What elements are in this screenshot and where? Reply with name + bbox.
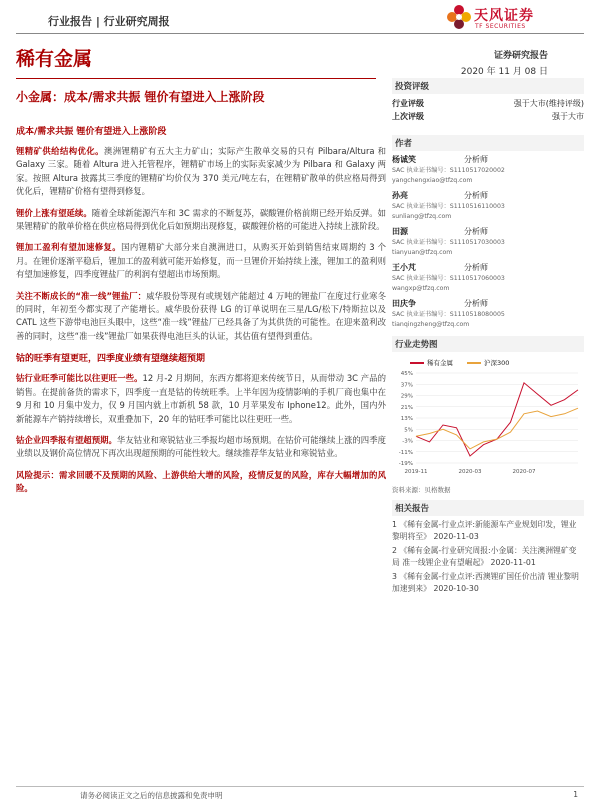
author-line bbox=[392, 298, 584, 310]
author-name: 田源 bbox=[392, 227, 408, 236]
author-role: 分析师 bbox=[464, 299, 488, 308]
rating-key: 行业评级 bbox=[392, 99, 424, 108]
title-divider bbox=[16, 78, 376, 79]
y-tick-label: 21% bbox=[400, 404, 413, 411]
paragraph bbox=[16, 145, 386, 199]
author-email: wangxp@tfzq.com bbox=[392, 285, 450, 292]
logo-sub: TF SECURITIES bbox=[475, 23, 526, 30]
breadcrumb: 行业报告 | 行业研究周报 bbox=[48, 15, 170, 28]
author-entry bbox=[392, 262, 584, 294]
rating-value: 强于大市 bbox=[552, 112, 584, 121]
related-report: 2 《稀有金属-行业研究周报:小金属：关注澳洲锂矿变局 准一线锂企业有望崛起》 2020-11-01 bbox=[392, 546, 577, 567]
rating-key: 上次评级 bbox=[392, 112, 424, 121]
legend-swatch bbox=[467, 362, 481, 364]
legend-item bbox=[467, 358, 509, 367]
author-role: 分析师 bbox=[464, 155, 488, 164]
author-cert: SAC 执业证书编号：S1110517020002 bbox=[392, 167, 505, 174]
author-line bbox=[392, 154, 584, 166]
paragraph bbox=[16, 434, 386, 461]
paragraph bbox=[16, 469, 386, 496]
author-entry bbox=[392, 298, 584, 330]
report-date: 2020 年 11 月 08 日 bbox=[460, 67, 548, 77]
rating-band: 投资评级 bbox=[392, 78, 584, 94]
author-cert: SAC 执业证书编号：S1110517060003 bbox=[392, 275, 505, 282]
author-line bbox=[392, 226, 584, 238]
chart-source: 资料来源：贝格数据 bbox=[392, 486, 451, 494]
series-line bbox=[416, 383, 578, 456]
report-title: 小金属：成本/需求共振 锂价有望进入上涨阶段 bbox=[16, 90, 265, 104]
paragraph-lead: 锂价上涨有望延续。 bbox=[16, 207, 92, 218]
author-email: tianqingzheng@tfzq.com bbox=[392, 321, 470, 328]
paragraph-lead: 锂加工盈利有望加速修复。 bbox=[16, 242, 122, 253]
page-header bbox=[0, 0, 600, 40]
rating-value: 强于大市(维持评级) bbox=[513, 99, 584, 108]
author-cert: SAC 执业证书编号：S1110517030003 bbox=[392, 239, 505, 246]
author-role: 分析师 bbox=[464, 227, 488, 236]
author-line bbox=[392, 262, 584, 274]
paragraph-text: 华友钴业和寒锐钴业三季报均超市场预期。在钴价可能继续上涨的四季度业绩以及钢价高位情况下再次出现超预期的可能性较大。继续推荐华友钴业和寒锐钴业。 bbox=[16, 434, 387, 459]
page-footer bbox=[16, 786, 584, 800]
trend-chart bbox=[392, 358, 584, 494]
author-entry bbox=[392, 226, 584, 258]
trend-chart-svg bbox=[392, 369, 584, 479]
logo-name: 天风证券 bbox=[474, 8, 534, 24]
author-role: 分析师 bbox=[464, 263, 488, 272]
legend-swatch bbox=[410, 362, 424, 364]
page-number: 1 bbox=[573, 790, 578, 799]
author-entry bbox=[392, 190, 584, 222]
author-band: 作者 bbox=[392, 135, 584, 151]
author-name: 杨诚笑 bbox=[392, 155, 416, 164]
sector-title: 稀有金属 bbox=[16, 48, 93, 70]
y-tick-label: 13% bbox=[400, 416, 413, 422]
chart-legend bbox=[392, 358, 584, 367]
x-tick-label: 2020-07 bbox=[512, 469, 536, 475]
author-cert: SAC 执业证书编号：S1110516110003 bbox=[392, 203, 505, 210]
paragraph-text: 国内锂精矿大部分来自澳洲进口，从购买开始到销售结束周期约 3 个月。在锂价逐渐平稳后，锂加工的盈利就可能开始修复，而一旦锂价开始持续上涨，锂加工的盈利则有望加速修复，四季度锂盐厂的利润有望超出市场预期。 bbox=[16, 242, 386, 280]
rating-row bbox=[392, 97, 584, 110]
related-band: 相关报告 bbox=[392, 500, 584, 516]
author-name: 王小芃 bbox=[392, 263, 416, 272]
summary-heading: 成本/需求共振 锂价有望进入上涨阶段 bbox=[16, 127, 167, 137]
legend-label: 稀有金属 bbox=[427, 359, 453, 367]
paragraph-text: 12 月-2 月期间，东西方都将迎来传统节日，从而带动 3C 产品的销售。在提前备货的需求下，四季度一直是钴的传统旺季。上半年因为疫情影响的手机厂商也集中在 9 月和 10 月集中发力，仅 9 月国内就上市新机 58 款，10 月苹果发布 Iphone12。此外，国内外新能源车产销持续增长，双重叠加下，20 年的钴旺季可能比以往更旺一些。 bbox=[16, 373, 386, 424]
related-report: 3 《稀有金属-行业点评:西澳锂矿国任价出清 锂业黎明加速到来》 2020-10-30 bbox=[392, 572, 579, 593]
author-name: 田庆争 bbox=[392, 299, 416, 308]
legend-label: 沪深300 bbox=[484, 359, 510, 367]
chart-band: 行业走势图 bbox=[392, 336, 584, 352]
y-tick-label: -19% bbox=[398, 461, 413, 467]
related-report: 1 《稀有金属-行业点评:新能源车产业规划印发，锂业黎明将至》 2020-11-03 bbox=[392, 520, 577, 541]
paragraph-lead: 钴行业旺季可能比以往更旺一些。 bbox=[16, 373, 143, 384]
legend-item bbox=[410, 358, 453, 367]
report-type: 证券研究报告 bbox=[493, 51, 548, 61]
y-tick-label: -3% bbox=[402, 438, 413, 445]
paragraph-lead: 风险提示：需求回暖不及预期的风险、上游供给大增的风险，疫情反复的风险，库存大幅增加的风险。 bbox=[16, 469, 386, 494]
header-rule bbox=[16, 33, 584, 34]
paragraph-text: 澳洲锂精矿有五大主力矿山；实际产生散单交易的只有 Pilbara/Altura 和 Galaxy 三家。随着 Altura 进入托管程序，锂精矿市场上的实际卖家减少为 Pilbara 和 Galaxy 两家。按照 Altura 披露其三季度的锂精矿均价仅为 370 美元/吨左右，在锂精矿散单的供应格局得到优化后，锂精矿价格有望得到修复。 bbox=[16, 146, 386, 197]
paragraph bbox=[16, 241, 386, 281]
y-tick-label: -11% bbox=[398, 449, 413, 456]
x-tick-label: 2020-03 bbox=[458, 469, 482, 475]
paragraph bbox=[16, 207, 386, 234]
y-tick-label: 29% bbox=[400, 393, 413, 400]
disclaimer: 请务必阅读正文之后的信息披露和免责申明 bbox=[80, 791, 223, 800]
paragraph bbox=[16, 372, 386, 426]
paragraph-lead: 钴企业四季报有望超预期。 bbox=[16, 434, 117, 445]
author-email: tianyuan@tfzq.com bbox=[392, 249, 453, 256]
paragraph-lead: 关注不断成长的“准一线”锂盐厂： bbox=[16, 290, 147, 301]
author-line bbox=[392, 190, 584, 202]
rating-row bbox=[392, 110, 584, 123]
sidebar bbox=[392, 78, 584, 597]
y-tick-label: 37% bbox=[400, 382, 413, 389]
paragraph-lead: 锂精矿供给结构优化。 bbox=[16, 146, 104, 156]
paragraph-text: 随着全球新能源汽车和 3C 需求的不断复苏，碳酸锂价格前期已经开始反弹。如果锂精矿的散单价格在供应格局得到优化后如预期出现修复，碳酸锂价格的可能进入持续上涨阶段。 bbox=[16, 207, 387, 232]
author-cert: SAC 执业证书编号：S1110518080005 bbox=[392, 311, 505, 318]
paragraph-text: 威华股份等现有或规划产能超过 4 万吨的锂盐厂在度过行业寒冬的同时，年初至今都实现了产能增长。威华股份获得 LG 的订单说明在三星/LG/松下/特斯拉以及 CATL 这些下游带电池巨头眼中，这些“准一线”锂盐厂已经具备了为其供货的可能性。在迎来盈利改善的同时，这些“准一线”锂盐厂如果获得电池巨头的认证，其估值有望得到重估。 bbox=[16, 290, 386, 341]
author-email: sunliang@tfzq.com bbox=[392, 213, 452, 220]
section-heading: 钴的旺季有望更旺，四季度业绩有望继续超预期 bbox=[16, 354, 206, 365]
author-entry bbox=[392, 154, 584, 186]
author-name: 孙亮 bbox=[392, 191, 408, 200]
paragraph bbox=[16, 290, 386, 344]
company-logo bbox=[446, 4, 566, 32]
y-tick-label: 5% bbox=[404, 427, 413, 434]
y-tick-label: 45% bbox=[400, 371, 413, 377]
main-content bbox=[16, 124, 386, 504]
author-role: 分析师 bbox=[464, 191, 488, 200]
flower-logo-icon bbox=[446, 4, 472, 30]
x-tick-label: 2019-11 bbox=[404, 469, 428, 475]
author-email: yangchengxiao@tfzq.com bbox=[392, 177, 473, 184]
